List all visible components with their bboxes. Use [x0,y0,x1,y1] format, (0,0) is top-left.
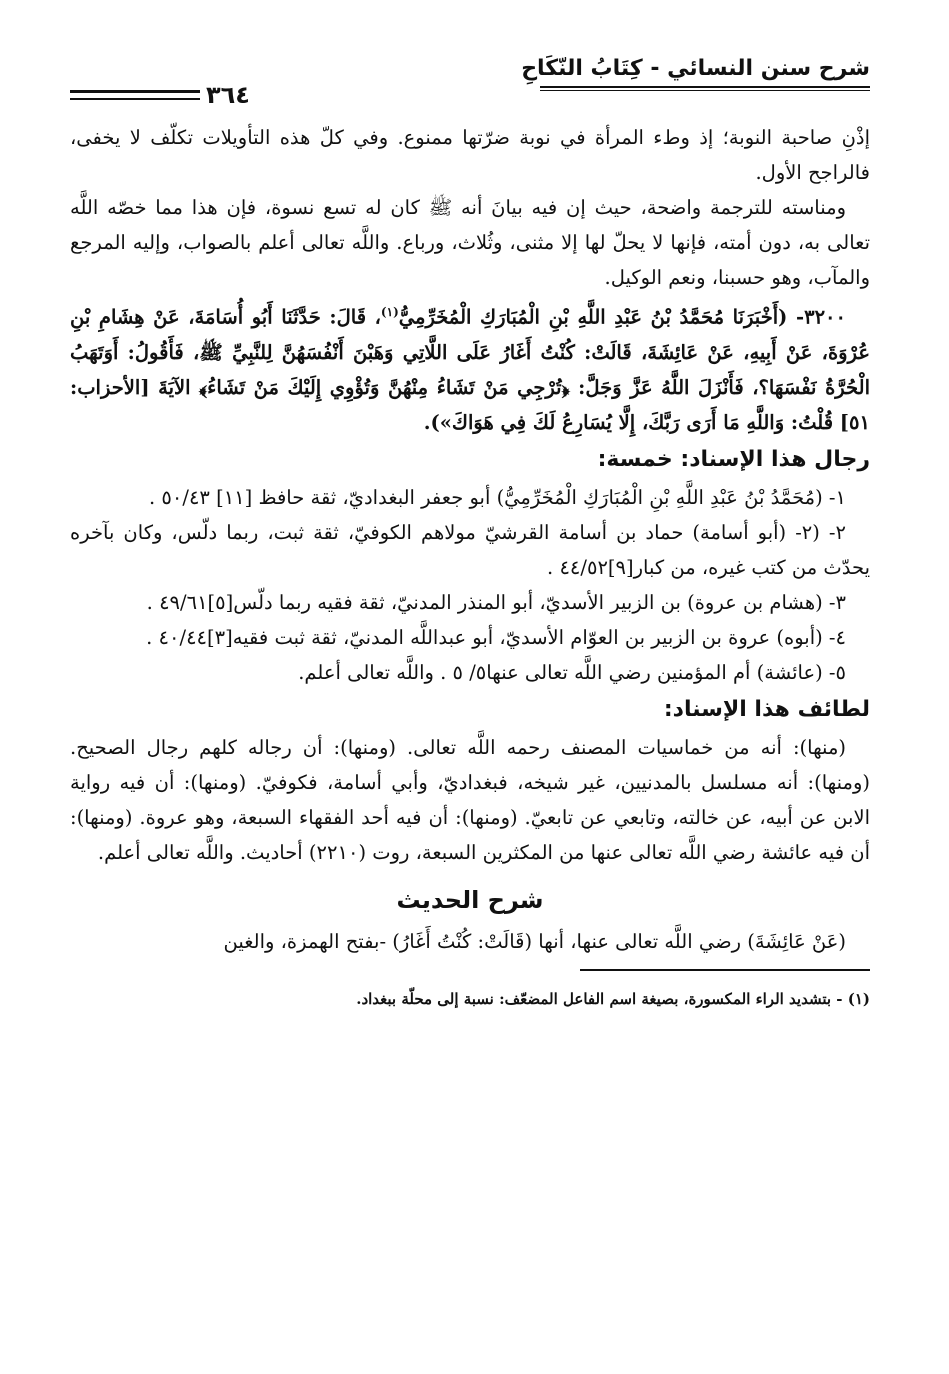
running-title: شرح سنن النسائي - كِتَابُ النّكَاحِ [521,56,870,81]
hadith-opening: ٣٢٠٠- (أَخْبَرَنَا مُحَمَّدُ بْنُ عَبْدِ اللَّهِ بْنِ الْمُبَارَكِ الْمُخَرِّمِيُّ [398,305,846,329]
book-page [70,52,870,1342]
footnote-rule [580,969,870,971]
explanation-text: (عَنْ عَائِشَةَ) رضي اللَّه تعالى عنها، أنها (قَالَتْ: كُنْتُ أَغَارُ) -بفتح الهمزة، والغين [223,929,846,953]
hadith-continuation: ، قَالَ: حَدَّثَنَا أَبُو أُسَامَةَ، عَنْ هِشَامِ بْنِ عُرْوَةَ، عَنْ أَبِيهِ، عَنْ عَائِشَةَ، قَالَتْ: كُنْتُ أَغَارُ عَلَى اللَّاتِي وَهَبْنَ أَنْفُسَهُنَّ لِلنَّبِيِّ ﷺ، فَأَقُولُ: أَوَتَهَبُ الْحُرَّةُ نَفْسَهَا؟، فَأَنْزَلَ اللَّهُ عَزَّ وَجَلَّ: ﴿تُرْجِي مَنْ تَشَاءُ مِنْهُنَّ وَتُؤْوِي إِلَيْكَ مَنْ تَشَاءُ﴾ الآيَةَ [الأحزاب: ٥١] قُلْتُ: وَاللَّهِ مَا أَرَى رَبَّكَ، إِلَّا يُسَارِعُ لَكَ فِي هَوَاكَ»). [70,305,870,434]
footnote-text: (١) - بتشديد الراء المكسورة، بصيغة اسم الفاعل المضعّف: نسبة إلى محلّة ببغداد. [356,989,870,1008]
paragraph-continuation: إذْنِ صاحبة النوبة؛ إذ وطء المرأة في نوبة ضرّتها ممنوع. وفي كلّ هذه التأويلات تكلّف لا يخفى، فالراجح الأول. [70,126,870,184]
page-number-rule [70,90,210,93]
page-header [70,52,870,108]
page-number: ٣٦٤ [200,80,256,110]
page-number-rule-thin [70,98,210,100]
narrator-item: ٥- (عائشة) أم المؤمنين رضي اللَّه تعالى عنها٥/ ٥ . واللَّه تعالى أعلم. [298,660,846,684]
subtleties-text: (منها): أنه من خماسيات المصنف رحمه اللَّه تعالى. (ومنها): أن رجاله كلهم رجال الصحيح. (ومنها): أنه مسلسل بالمدنيين، غير شيخه، فبغداديّ، وأبي أسامة، فكوفيّ. (ومنها): أن فيه رواية الابن عن أبيه، عن خالته، وتابعي عن تابعيّ. (ومنها): أن فيه أحد الفقهاء السبعة، وهو عروة. (ومنها): أن فيه عائشة رضي اللَّه تعالى عنها من المكثرين السبعة، روت (٢٢١٠) أحاديث. واللَّه تعالى أعلم. [70,735,870,864]
subtleties-heading: لطائف هذا الإسناد: [663,696,870,722]
page-body [70,120,870,1013]
narrators-heading: رجال هذا الإسناد: خمسة: [597,446,870,472]
hadith-text [70,295,870,440]
narrator-item: ٢- (٢- (أبو أسامة) حماد بن أسامة القرشيّ مولاهم الكوفيّ، ثقة ثبت، ربما دلّس، وكان بآخره يحدّث من كتب غيره، من كبار[٩]٤٤/٥٢ . [70,520,870,579]
header-rule [540,86,870,91]
paragraph-relevance: ومناسته للترجمة واضحة، حيث إن فيه بيانَ أنه ﷺ كان له تسع نسوة، فإن هذا مما خصّه اللَّه تعالى به، دون أمته، فإنها لا يحلّ لها إلا مثنى، وثُلاث، ورباع. واللَّه تعالى أعلم بالصواب، وإليه المرجع والمآب، وهو حسبنا، ونعم الوكيل. [70,196,870,289]
explanation-heading: شرح الحديث [396,885,544,914]
narrator-item: ١- (مُحَمَّدُ بْنُ عَبْدِ اللَّهِ بْنِ الْمُبَارَكِ الْمُخَرِّمِيُّ) أبو جعفر البغداديّ، ثقة حافظ [١١] ٥٠/٤٣ . [149,485,846,509]
footnote-marker: (١) [380,305,399,319]
narrator-item: ٣- (هشام بن عروة) بن الزبير الأسديّ، أبو المنذر المدنيّ، ثقة فقيه ربما دلّس[٥]٤٩/٦١ . [146,590,846,614]
narrator-item: ٤- (أبوه) عروة بن الزبير بن العوّام الأسديّ، أبو عبداللَّه المدنيّ، ثقة ثبت فقيه[٣]٤٠/٤٤ . [146,625,846,649]
